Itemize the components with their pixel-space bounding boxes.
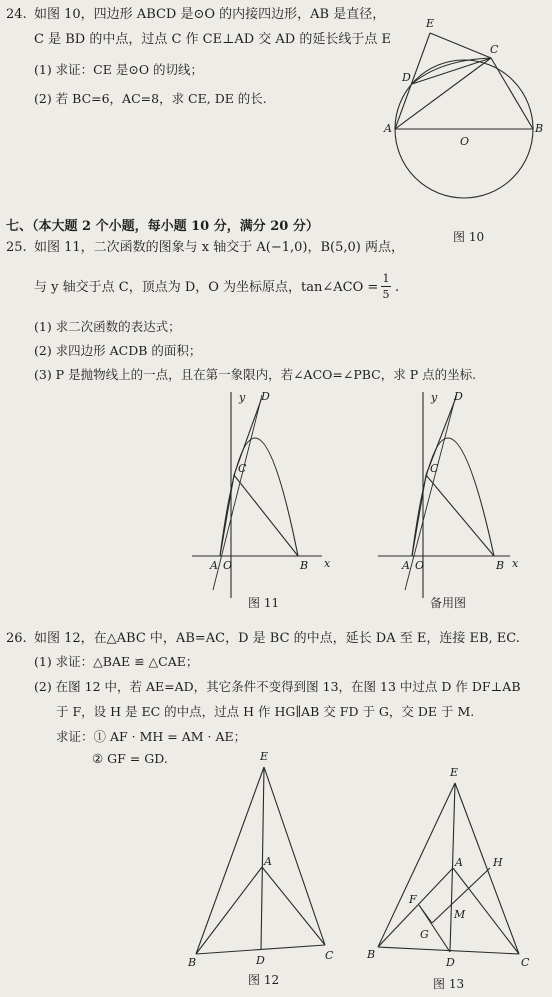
q25-part1: (1) 求二次函数的表达式； [34, 319, 181, 334]
q24-part1: (1) 求证：CE 是⊙O 的切线； [34, 62, 204, 77]
fig13-label-m: M [454, 908, 466, 921]
line-cb [234, 475, 298, 556]
spare-figure-drawing [378, 392, 510, 598]
fig11-label-y: y [239, 391, 246, 404]
spare-label-c: C [430, 462, 439, 475]
spare-label-d: D [454, 390, 463, 403]
line-ec [455, 783, 519, 954]
q26-number: 26. [6, 631, 27, 646]
fraction-numerator: 1 [382, 272, 390, 285]
fig10-label-b: B [535, 122, 544, 135]
fig11-label-a: A [210, 559, 218, 572]
line-dc [412, 58, 491, 84]
fig12-caption: 图 12 [248, 973, 280, 987]
figure-12-drawing [196, 767, 325, 954]
fig11-label-c: C [238, 462, 247, 475]
fig13-label-h: H [493, 856, 503, 869]
q25-part2: (2) 求四边形 ACDB 的面积； [34, 343, 202, 358]
spare-label-a: A [402, 559, 410, 572]
q25-number: 25. [6, 240, 27, 255]
q24-stem-line2: C 是 BD 的中点，过点 C 作 CE⊥AD 交 AD 的延长线于点 E [34, 32, 391, 47]
fig11-label-x: x [324, 557, 331, 570]
line-ac [262, 867, 325, 945]
fig13-caption: 图 13 [433, 977, 465, 991]
line-cb [491, 58, 533, 129]
spare-label-x: x [512, 557, 519, 570]
q26-part2-line1: (2) 在图 12 中，若 AE=AD，其它条件不变得到图 13，在图 13 中过点 D 作 DF⊥AB [34, 679, 521, 694]
q26-part1: (1) 求证：△BAE ≌ △CAE； [34, 654, 199, 669]
fig11-label-d: D [261, 390, 270, 403]
fig12-label-d: D [256, 954, 265, 967]
q26-part2-line2: 于 F，设 H 是 EC 的中点，过点 H 作 HG∥AB 交 FD 于 G，交 DE 于 M. [56, 704, 475, 719]
fig13-label-f: F [409, 893, 417, 906]
q26-proof-2: ② GF = GD. [92, 751, 168, 766]
q24-number: 24. [6, 7, 27, 22]
line-ac [395, 58, 491, 129]
q25-stem-line1: 如图 11，二次函数的图象与 x 轴交于 A(−1,0)，B(5,0) 两点， [34, 240, 405, 255]
extended-line [213, 395, 262, 590]
tan-fraction [381, 273, 391, 300]
line-eb [196, 767, 264, 954]
spare-fig-caption: 备用图 [430, 596, 467, 610]
q25-stem-line2: 与 y 轴交于点 C，顶点为 D，O 为坐标原点，tan∠ACO = [34, 280, 379, 295]
spare-parabola [412, 438, 494, 556]
line-ba [196, 867, 262, 954]
figure-10-drawing [395, 33, 533, 198]
q26-proof-1: 求证：① AF · MH = AM · AE； [56, 729, 247, 744]
fig10-label-a: A [384, 122, 392, 135]
fig10-label-o: O [460, 135, 470, 148]
spare-label-b: B [496, 559, 505, 572]
fig11-label-b: B [300, 559, 309, 572]
q26-stem-line1: 如图 12，在△ABC 中，AB=AC，D 是 BC 的中点，延长 DA 至 E，连接 EB, EC. [34, 631, 520, 646]
fig10-label-d: D [402, 71, 411, 84]
section-title: 七、（本大题 2 个小题，每小题 10 分，满分 20 分） [6, 219, 319, 234]
fig12-label-c: C [325, 949, 334, 962]
q25-part3: (3) P 是抛物线上的一点，且在第一象限内，若∠ACO=∠PBC，求 P 点的坐标. [34, 367, 477, 382]
spare-label-o: O [415, 559, 425, 572]
parabola [220, 438, 298, 556]
line-ec [264, 767, 325, 945]
q24-stem-line1: 如图 10，四边形 ABCD 是⊙O 的内接四边形，AB 是直径， [34, 7, 386, 22]
spare-line-cb [426, 475, 494, 556]
line-ae [395, 33, 430, 129]
spare-extended-line [405, 395, 456, 590]
fig10-label-c: C [490, 43, 499, 56]
fig12-label-e: E [260, 750, 269, 763]
fig13-label-b: B [367, 948, 376, 961]
fig11-label-o: O [223, 559, 233, 572]
q25-stem-line2-end: . [395, 280, 400, 295]
line-ba [378, 868, 453, 947]
fig12-label-b: B [188, 956, 197, 969]
fig13-label-d: D [446, 956, 455, 969]
spare-line-ac [412, 475, 426, 556]
fig11-caption: 图 11 [248, 596, 280, 610]
fig13-label-a: A [455, 856, 463, 869]
fig10-caption: 图 10 [453, 230, 485, 244]
q24-part2: (2) 若 BC=6，AC=8，求 CE, DE 的长. [34, 91, 267, 106]
line-fg [419, 905, 432, 923]
fig13-label-g: G [420, 928, 429, 941]
fig13-label-e: E [450, 766, 459, 779]
spare-label-y: y [431, 391, 438, 404]
line-ec [430, 33, 491, 58]
line-eb [378, 783, 455, 947]
fig10-label-e: E [426, 17, 435, 30]
fig12-label-a: A [264, 855, 272, 868]
fraction-denominator: 5 [382, 288, 390, 301]
fig13-label-c: C [521, 956, 530, 969]
